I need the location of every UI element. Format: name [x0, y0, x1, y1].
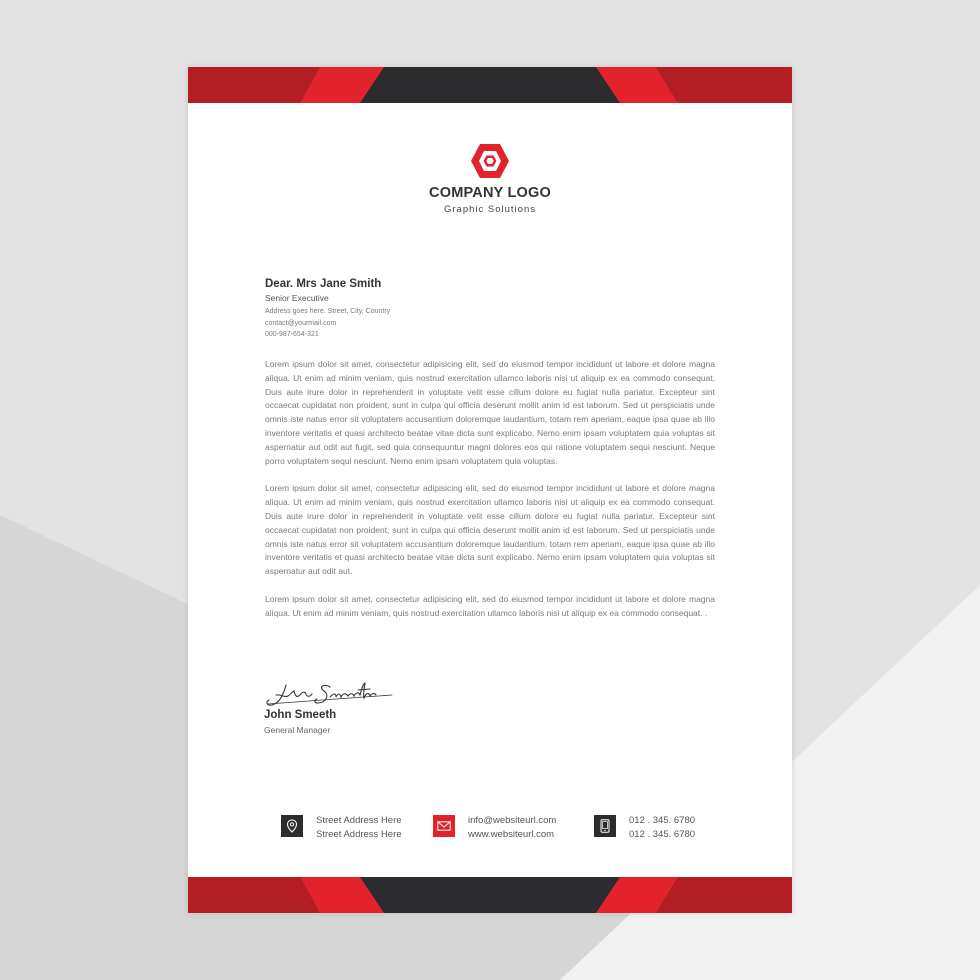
- company-name: COMPANY LOGO: [429, 185, 551, 201]
- recipient-email: contact@yourmail.com: [265, 319, 337, 327]
- letterhead-page: [188, 67, 792, 913]
- recipient-greeting: Dear. Mrs Jane Smith: [265, 278, 382, 290]
- body-paragraph-2: Lorem ipsum dolor sit amet, consectetur adipisicing elit, sed do eiusmod tempor incididunt ut labore et dolore magna aliqua. Ut enim ad minim veniam, quis nostrud exercitation ullamco laboris nisi ut aliquip ex ea commodo consequat. Duis aute irure dolor in reprehenderit in voluptate velit esse cillum dolore eu fugiat nulla pariatur. Excepteur sint occaecat cupidatat non proident, sunt in culpa qui officia deserunt mollit anim id est laborum. Sed ut perspiciatis unde omnis iste natus error sit voluptatem accusantium doloremque laudantium, totam rem aperiam, eaque ipsa quae ab illo inventore veritatis et quasi architecto beatae vitae dicta sunt explicabo. Nemo enim ipsam voluptatem quia voluptas sit aspernatur aut odit aut.: [265, 483, 715, 577]
- contact-footer: [281, 812, 721, 842]
- signature-block: [264, 679, 464, 735]
- email-address: info@websiteurl.com: [468, 815, 557, 826]
- signer-title: General Manager: [264, 725, 331, 735]
- recipient-block: [265, 278, 565, 341]
- body-paragraph-3: Lorem ipsum dolor sit amet, consectetur adipisicing elit, sed do eiusmod tempor incididunt ut labore et dolore magna aliqua. Ut enim ad minim veniam, quis nostrud exercitation ullamco laboris nisi ut aliquip ex ea commodo consequat. .: [265, 593, 715, 618]
- company-tagline: Graphic Solutions: [444, 204, 536, 215]
- signer-name: John Smeeth: [264, 709, 337, 721]
- letter-body: [265, 358, 715, 635]
- envelope-icon: [433, 815, 455, 837]
- top-color-band: [188, 67, 792, 103]
- website-url: www.websiteurl.com: [468, 829, 555, 840]
- location-pin-icon: [281, 815, 303, 837]
- body-paragraph-1: Lorem ipsum dolor sit amet, consectetur adipisicing elit, sed do eiusmod tempor incididunt ut labore et dolore magna aliqua. Ut enim ad minim veniam, quis nostrud exercitation ullamco laboris nisi ut aliquip ex ea commodo consequat. Duis aute irure dolor in reprehenderit in voluptate velit esse cillum dolore eu fugiat nulla pariatur. Excepteur sint occaecat cupidatat non proident, sunt in culpa qui officia deserunt mollit anim id est laborum. Sed ut perspiciatis unde omnis iste natus error sit voluptatem accusantium doloremque laudantium, totam rem aperiam, eaque ipsa quae ab illo inventore veritatis et quasi architecto beatae vitae dicta sunt explicabo. Nemo enim ipsam voluptatem quia voluptas sit aspernatur aut odit aut fugit, sed quia consequuntur magni dolores eos qui ratione voluptatem sequi nesciunt. Neque porro voluptatem sequi nesciunt. Nemo enim ipsam voluptatem quia voluptas.: [265, 359, 715, 466]
- company-logo: [188, 143, 792, 215]
- address-line-1: Street Address Here: [316, 815, 402, 826]
- recipient-phone: 000-987-654-321: [265, 331, 319, 338]
- bottom-color-band: [188, 877, 792, 913]
- phone-icon: [594, 815, 616, 837]
- hexagon-logo-icon: [470, 143, 510, 179]
- recipient-position: Senior Executive: [265, 293, 329, 303]
- recipient-address: Address goes here. Street, City, Country: [265, 308, 391, 315]
- address-line-2: Street Address Here: [316, 829, 402, 840]
- handwritten-signature: [264, 679, 394, 709]
- phone-line-1: 012 . 345. 6780: [629, 815, 696, 826]
- phone-line-2: 012 . 345. 6780: [629, 829, 696, 840]
